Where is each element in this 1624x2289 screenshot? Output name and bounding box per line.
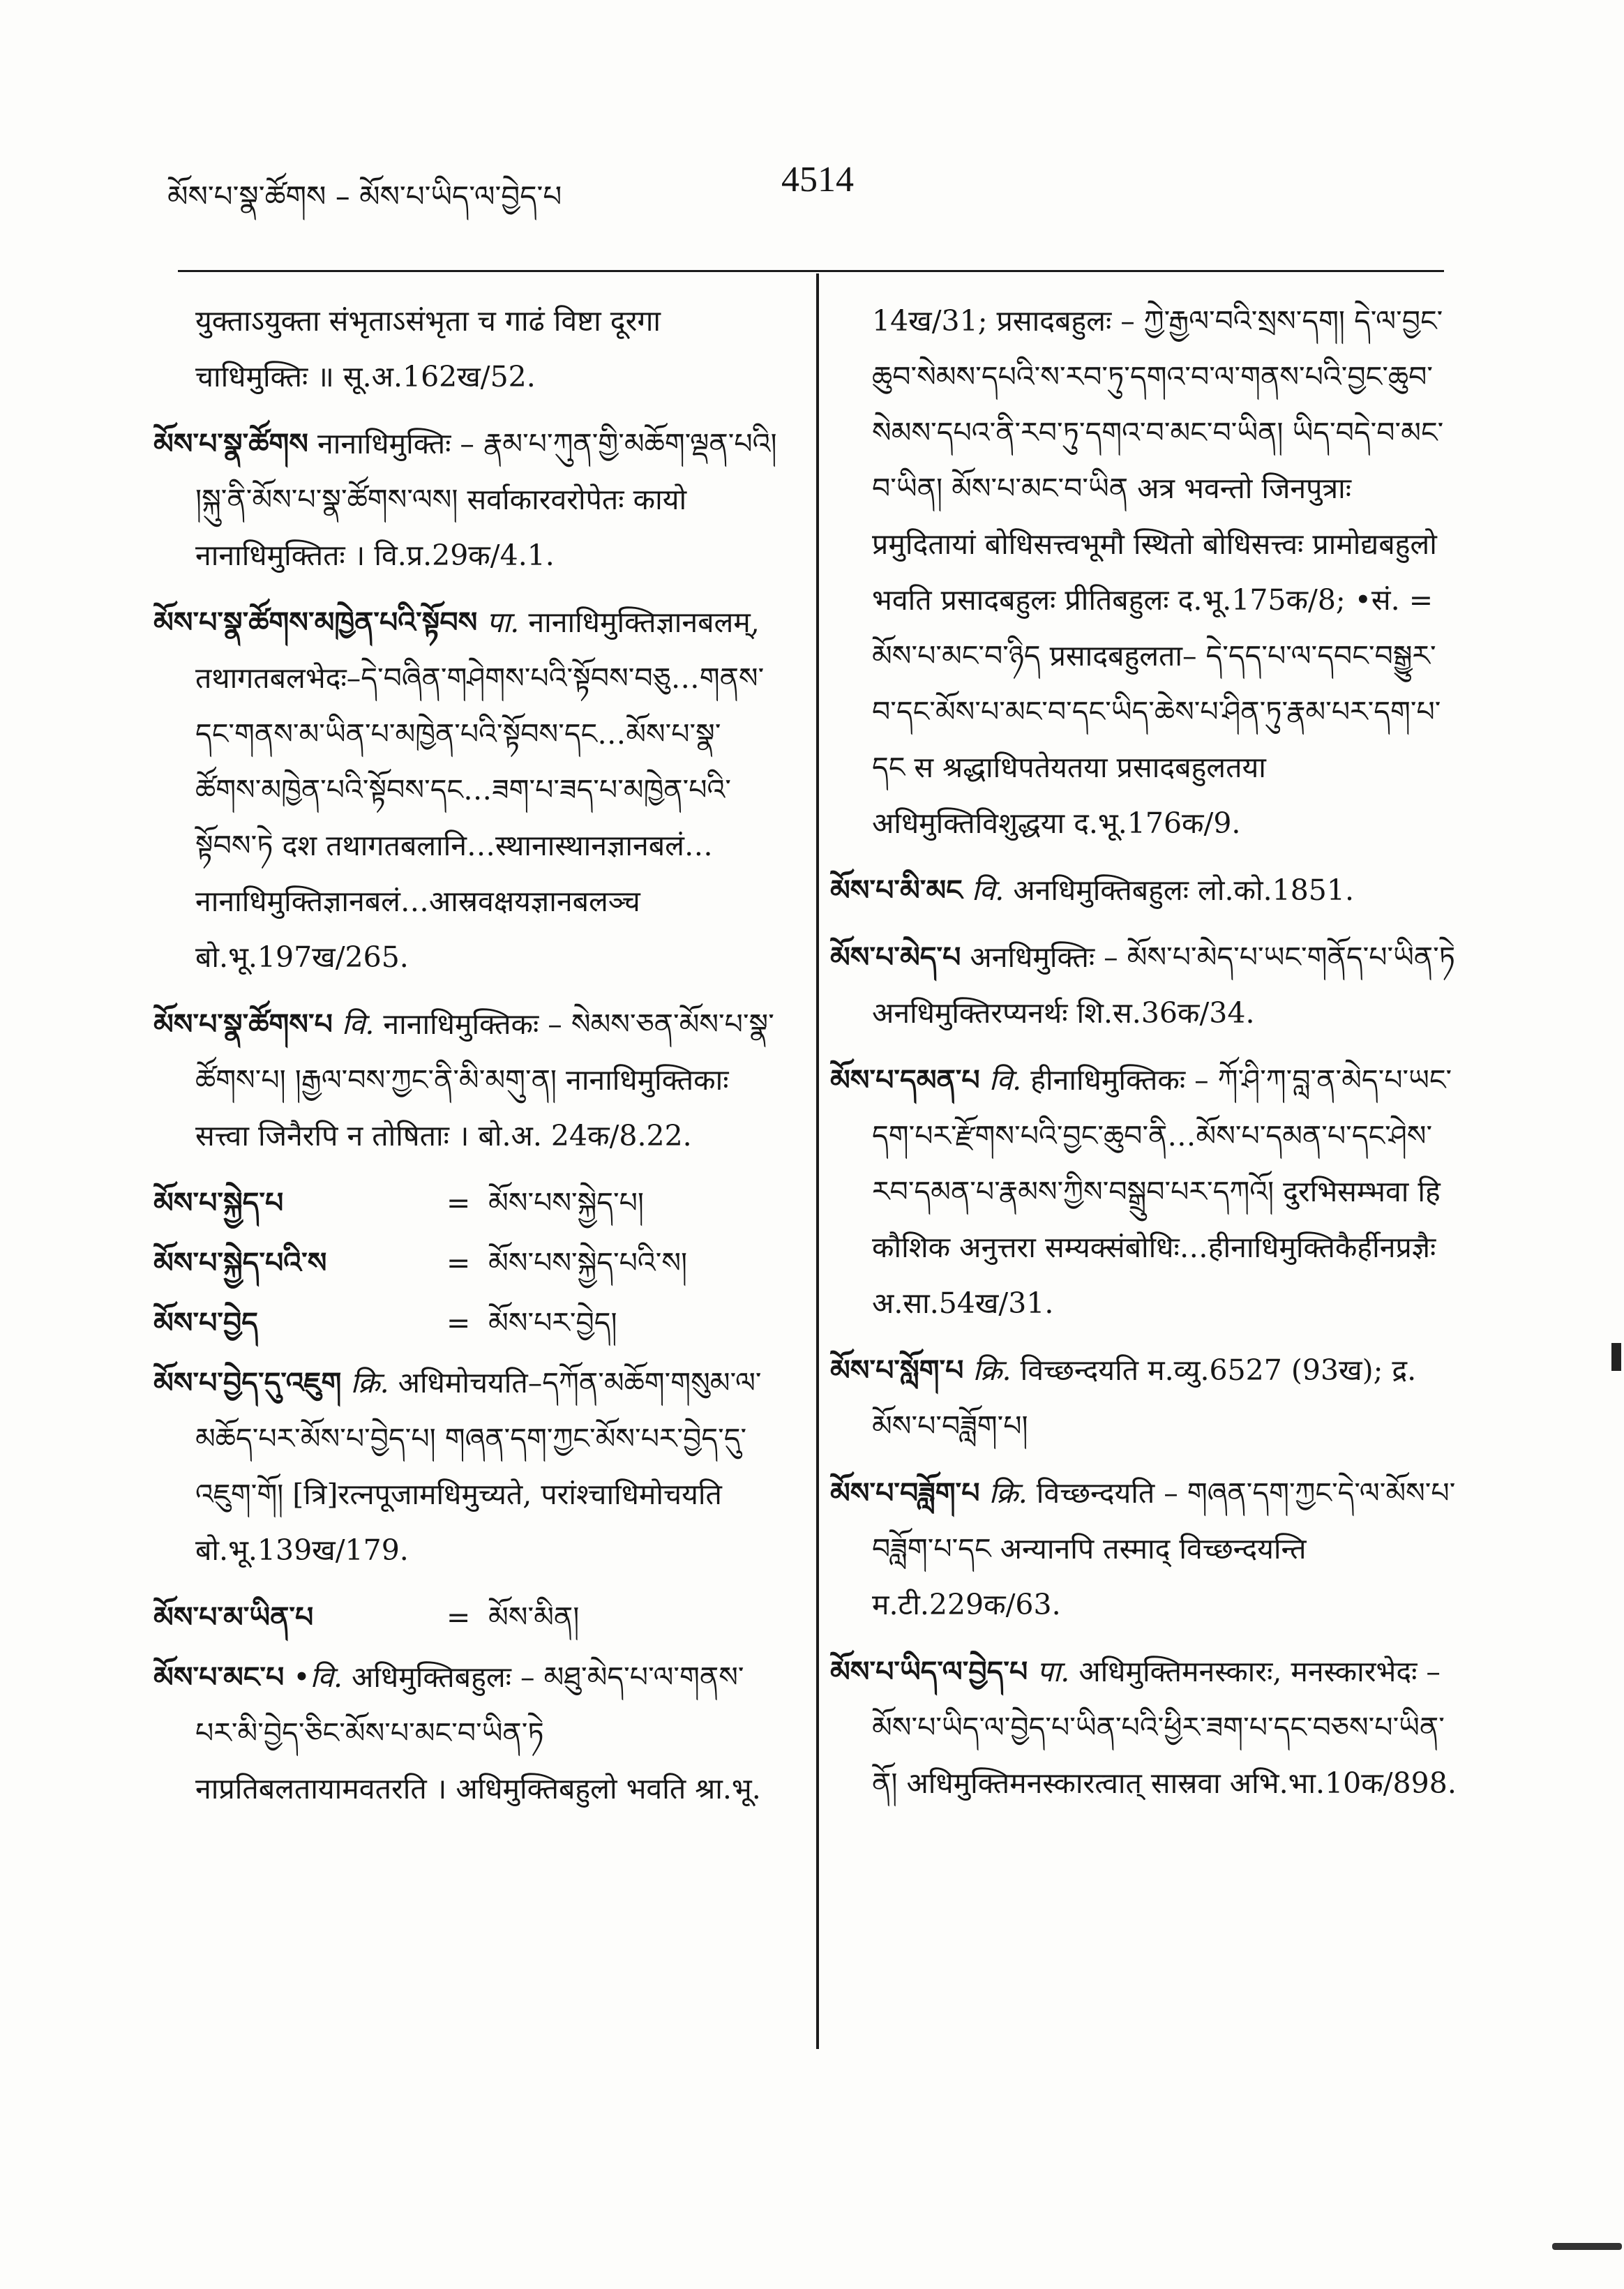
entry-definition: विच्छन्दयति म.व्यु.6527 (93ख); द्र. མོས་པ་བཟློག་པ།	[872, 1353, 1417, 1443]
entry-headword: མོས་པ་སློག་པ	[830, 1353, 964, 1387]
dictionary-entry	[830, 1465, 1458, 1633]
entry-headword: མོས་པ་སྣ་ཚོགས་མཁྱེན་པའི་སྟོབས	[153, 606, 478, 639]
entry-headword: མོས་པ་བཟློག་པ	[830, 1476, 980, 1510]
entry-headword: མོས་པ་ཡིད་ལ་བྱེད་པ	[830, 1655, 1028, 1688]
cross-reference-entry	[153, 1175, 781, 1231]
grammar-label: क्रि.	[350, 1366, 389, 1399]
column-divider	[816, 273, 819, 2049]
entry-definition: अनधिमुक्तिबहुलः लो.को.1851.	[1013, 873, 1354, 907]
entry-definition: अनधिमुक्तिः – མོས་པ་མེད་པ་ཡང་གནོད་པ་ཡིན་ཏེ अनधिमुक्तिरप्यनर्थः शि.स.36क/34.	[872, 940, 1456, 1030]
entry-headword: མོས་པ་དམན་པ	[830, 1063, 980, 1097]
grammar-label: वि.	[341, 1007, 375, 1041]
entry-headword: མོས་པ་མི་མང	[830, 873, 963, 907]
scan-edge-mark	[1552, 2243, 1622, 2250]
dictionary-entry	[153, 1649, 781, 1817]
header-rule	[178, 270, 1444, 272]
dictionary-entry	[830, 1052, 1458, 1331]
left-column	[153, 293, 781, 1828]
dictionary-entry	[153, 1355, 781, 1578]
equals-sign: =	[446, 1600, 471, 1634]
dictionary-entry	[830, 1342, 1458, 1454]
continued-entry-text: 14ख/31; प्रसादबहुलः – ཀྱེ་རྒྱལ་བའི་སྲས་དག། དེ་ལ་བྱང་ཆུབ་སེམས་དཔའི་ས་རབ་ཏུ་དགའ་བ་ལ་གནས་པའི་བྱང་ཆུབ་སེམས་དཔའ་ནི་རབ་ཏུ་དགའ་བ་མང་བ་ཡིན། ཡིད་བདེ་བ་མང་བ་ཡིན། མོས་པ་མང་བ་ཡིན अत्र भवन्तो जिनपुत्राः प्रमुदितायां बोधिसत्त्वभूमौ स्थितो बोधिसत्त्वः प्रामोद्यबहुलो भवति प्रसादबहुलः प्रीतिबहुलः द.भू.175क/8; •सं. = མོས་པ་མང་བ་ཉིད प्रसादबहुलता– དེ་དད་པ་ལ་དབང་བསྒྱུར་བ་དང་མོས་པ་མང་བ་དང་ཡིད་ཆེས་པ་ཤིན་ཏུ་རྣམ་པར་དག་པ་དང स श्रद्धाधिपतेयतया प्रसादबहुलतया अधिमुक्तिविशुद्धया द.भू.176क/9.	[872, 304, 1444, 840]
entry-definition: नानाधिमुक्तिज्ञानबलम्, तथागतबलभेदः–དེ་བཞིན་གཤེགས་པའི་སྟོབས་བཅུ…གནས་དང་གནས་མ་ཡིན་པ་མཁྱེན་པའི་སྟོབས་དང…མོས་པ་སྣ་ཚོགས་མཁྱེན་པའི་སྟོབས་དང…ཟག་པ་ཟད་པ་མཁྱེན་པའི་སྟོབས་ཏེ दश तथागतबलानि…स्थानास्थानज्ञानबलं…नानाधिमुक्तिज्ञानबलं…आस्रवक्षयज्ञानबलञ्च बो.भू.197ख/265.	[195, 606, 765, 974]
entry-headword: མོས་པ་མེད་པ	[830, 940, 961, 974]
continued-entry-text: युक्ताऽयुक्ता संभृताऽसंभृता च गाढं विष्टा दूरगा चाधिमुक्तिः ॥ सू.अ.162ख/52.	[195, 304, 661, 393]
right-column	[830, 293, 1458, 1822]
entry-definition: नानाधिमुक्तिः – རྣམ་པ་ཀུན་གྱི་མཆོག་ལྡན་པའི། །སྐུ་ནི་མོས་པ་སྣ་ཚོགས་ལས། सर्वाकारवरोपेतः कायो नानाधिमुक्तितः । वि.प्र.29क/4.1.	[195, 427, 777, 572]
grammar-label: •वि.	[293, 1660, 343, 1694]
dictionary-entry	[153, 996, 781, 1164]
grammar-label: वि.	[971, 873, 1005, 907]
grammar-label: वि.	[988, 1063, 1022, 1097]
entry-definition: अधिमोचयति–དཀོན་མཆོག་གསུམ་ལ་མཆོད་པར་མོས་པ་བྱེད་པ། གཞན་དག་ཀྱང་མོས་པར་བྱེད་དུ་འཇུག་གོ། [त्रि]रत्नपूजामधिमुच्यते, परांश्चाधिमोचयति बो.भू.139ख/179.	[195, 1366, 762, 1567]
cross-reference-entry	[153, 1235, 781, 1291]
entry-headword: མོས་པ་སྣ་ཚོགས	[153, 427, 308, 460]
scan-edge-mark	[1611, 1343, 1621, 1371]
entry-headword: མོས་པ་མང་པ	[153, 1660, 285, 1694]
dictionary-entry	[153, 416, 781, 583]
cross-reference-target: མོས་མིན།	[488, 1600, 580, 1634]
entry-headword: མོས་པ་བྱེད་དུ་འཇུག	[153, 1366, 342, 1399]
cross-reference-entry	[153, 1589, 781, 1645]
dictionary-entry	[830, 862, 1458, 918]
cross-reference-target: མོས་པས་སྐྱེད་པའི་ས།	[488, 1246, 688, 1279]
entry-definition: अधिमुक्तिबहुलः – མཐུ་མེད་པ་ལ་གནས་པར་མི་བྱེད་ཅིང་མོས་པ་མང་བ་ཡིན་ཏེ नाप्रतिबलतायामवतरति । अधिमुक्तिबहुलो भवति श्रा.भू.	[195, 1660, 761, 1806]
entry-headword: མོས་པ་སྐྱེད་པའི་ས	[153, 1246, 327, 1279]
cross-reference-target: མོས་པས་སྐྱེད་པ།	[488, 1186, 645, 1219]
entry-definition: विच्छन्दयति – གཞན་དག་ཀྱང་དེ་ལ་མོས་པ་བཟློག་པ་དང अन्यानपि तस्माद् विच्छन्दयन्ति म.टी.229क/63.	[872, 1476, 1456, 1621]
entry-headword: མོས་པ་བྱེད	[153, 1306, 258, 1339]
cross-reference-entry	[153, 1295, 781, 1351]
entry-headword: མོས་པ་མ་ཡིན་པ	[153, 1600, 314, 1634]
dictionary-entry	[830, 1644, 1458, 1811]
equals-sign: =	[446, 1186, 471, 1219]
dictionary-entry	[830, 929, 1458, 1041]
page-number: 4514	[781, 160, 854, 200]
entry-headword: མོས་པ་སྣ་ཚོགས་པ	[153, 1007, 333, 1041]
page-header	[167, 159, 1465, 215]
running-head: མོས་པ་སྣ་ཚོགས – མོས་པ་ཡིད་ལ་བྱེད་པ	[167, 179, 562, 213]
grammar-label: क्रि.	[972, 1353, 1012, 1387]
grammar-label: पा.	[1037, 1655, 1070, 1688]
entry-definition: नानाधिमुक्तिकः – སེམས་ཅན་མོས་པ་སྣ་ཚོགས་པ། །རྒྱལ་བས་ཀྱང་ནི་མི་མགུ་ན། नानाधिमुक्तिकाः सत्त्वा जिनैरपि न तोषिताः । बो.अ. 24क/8.22.	[195, 1007, 774, 1153]
entry-definition: अधिमुक्तिमनस्कारः, मनस्कारभेदः – མོས་པ་ཡིད་ལ་བྱེད་པ་ཡིན་པའི་ཕྱིར་ཟག་པ་དང་བཅས་པ་ཡིན་ནོ། अधिमुक्तिमनस्कारत्वात् सास्रवा अभि.भा.10क/898.	[872, 1655, 1457, 1800]
equals-sign: =	[446, 1246, 471, 1279]
entry-headword: མོས་པ་སྐྱེད་པ	[153, 1186, 284, 1219]
cross-reference-target: མོས་པར་བྱེད།	[488, 1306, 617, 1339]
dictionary-entry	[153, 594, 781, 985]
equals-sign: =	[446, 1306, 471, 1339]
entry-definition: हीनाधिमुक्तिकः – ཀོ་ཤི་ཀ་བླ་ན་མེད་པ་ཡང་དག་པར་རྫོགས་པའི་བྱང་ཆུབ་ནི…མོས་པ་དམན་པ་དང་ཤེས་རབ་དམན་པ་རྣམས་ཀྱིས་བསྒྲུབ་པར་དཀའོ། दुरभिसम्भवा हि कौशिक अनुत्तरा सम्यक्संबोधिः…हीनाधिमुक्तिकैर्हीनप्रज्ञैः अ.सा.54ख/31.	[872, 1063, 1452, 1320]
grammar-label: पा.	[486, 606, 520, 639]
grammar-label: क्रि.	[988, 1476, 1028, 1510]
